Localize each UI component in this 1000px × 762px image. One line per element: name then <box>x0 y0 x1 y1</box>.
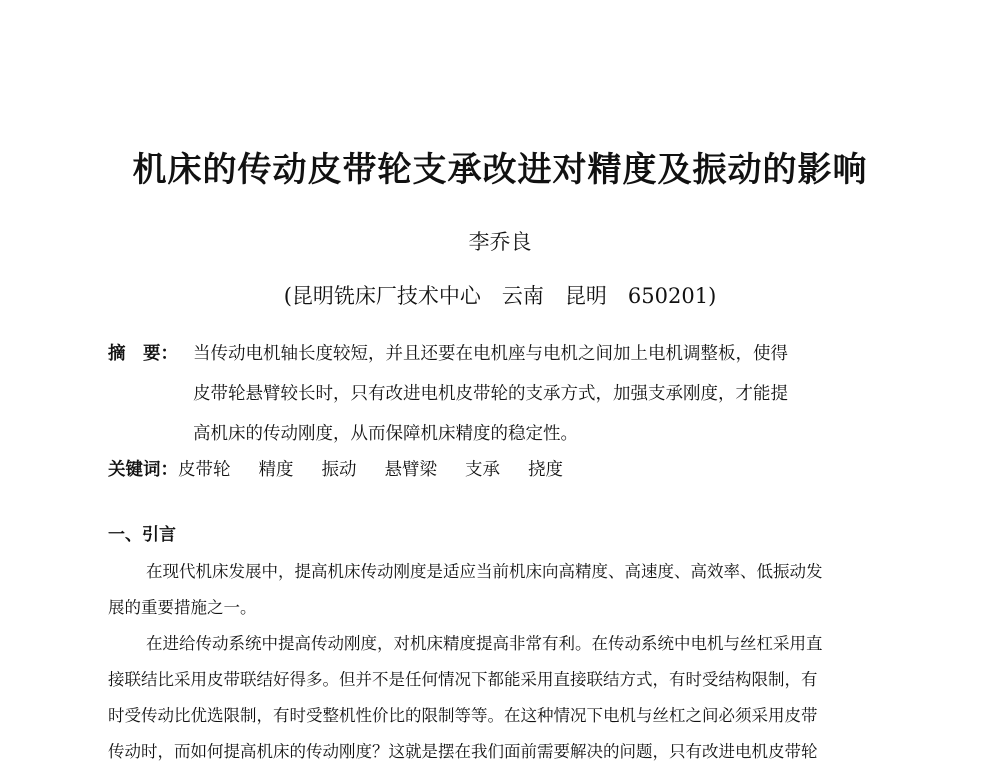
abstract-line: 皮带轮悬臂较长时，只有改进电机皮带轮的支承方式，加强支承刚度，才能提 <box>193 384 788 404</box>
keywords-label: 关键词： <box>108 460 178 480</box>
body-text-line: 在进给传动系统中提高传动刚度，对机床精度提高非常有利。在传动系统中电机与丝杠采用直 <box>146 634 823 653</box>
body-text-line: 展的重要措施之一。 <box>108 598 257 617</box>
keyword: 振动 <box>321 460 357 480</box>
abstract-label: 摘 要： <box>108 344 178 364</box>
abstract-line: 高机床的传动刚度，从而保障机床精度的稳定性。 <box>193 424 578 444</box>
section-heading: 一、引言 <box>108 525 176 545</box>
keyword: 皮带轮 <box>178 460 231 480</box>
abstract-line: 当传动电机轴长度较短，并且还要在电机座与电机之间加上电机调整板，使得 <box>193 344 788 364</box>
body-text-line: 时受传动比优选限制，有时受整机性价比的限制等等。在这种情况下电机与丝杠之间必须采用皮带 <box>108 706 818 725</box>
paper-title: 机床的传动皮带轮支承改进对精度及振动的影响 <box>132 150 868 190</box>
keyword: 精度 <box>258 460 294 480</box>
author-name: 李乔良 <box>468 230 532 254</box>
body-text-line: 在现代机床发展中，提高机床传动刚度是适应当前机床向高精度、高速度、高效率、低振动发 <box>146 562 823 581</box>
author-affiliation: (昆明铣床厂技术中心 云南 昆明 650201) <box>283 284 717 308</box>
body-text-line: 传动时，而如何提高机床的传动刚度？这就是摆在我们面前需要解决的问题，只有改进电机皮带轮 <box>108 742 818 761</box>
keywords <box>108 456 591 481</box>
keyword: 悬臂梁 <box>384 460 437 480</box>
keyword: 挠度 <box>528 460 563 480</box>
keyword: 支承 <box>465 460 500 480</box>
body-text-line: 接联结比采用皮带联结好得多。但并不是任何情况下都能采用直接联结方式，有时受结构限制，有 <box>108 670 818 689</box>
